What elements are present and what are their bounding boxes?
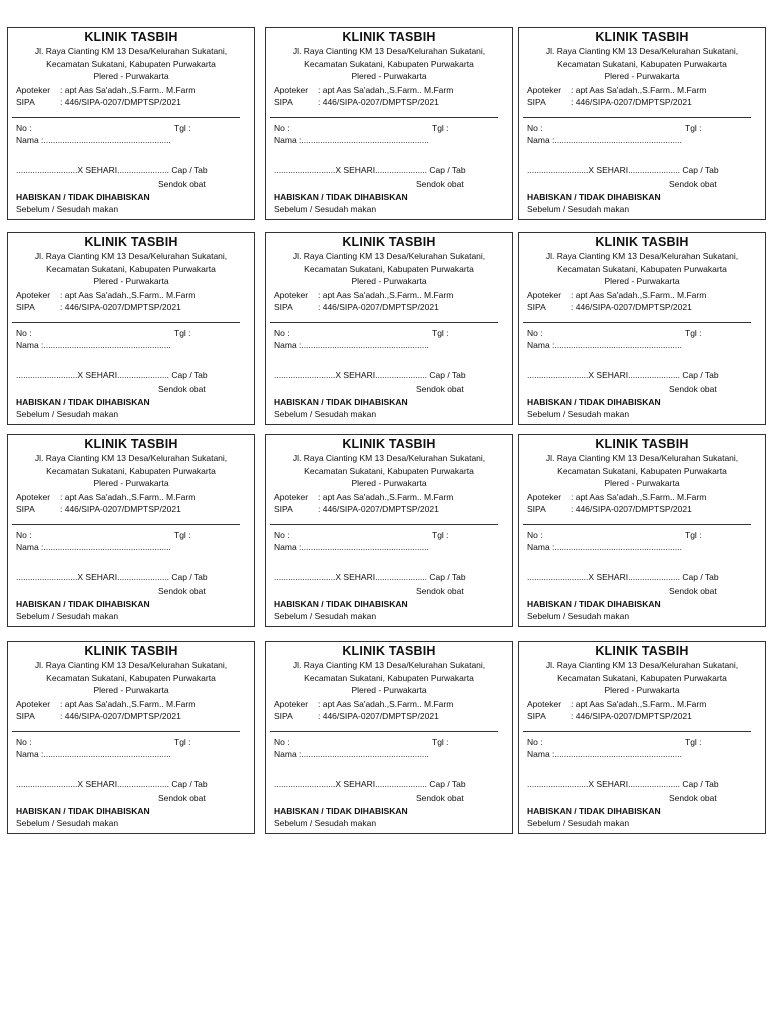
medicine-label: [265, 641, 513, 834]
apoteker-value: : apt Aas Sa'adah.,S.Farm.. M.Farm: [60, 492, 196, 502]
habiskan-text: HABISKAN / TIDAK DIHABISKAN: [527, 806, 661, 816]
makan-text: Sebelum / Sesudah makan: [274, 611, 377, 621]
clinic-name: KLINIK TASBIH: [84, 30, 178, 44]
divider: [12, 117, 240, 118]
sipa-value: : 446/SIPA-0207/DMPTSP/2021: [318, 97, 439, 107]
nama-field: Nama :......................................................: [274, 749, 429, 759]
no-field: No :: [274, 530, 290, 540]
nama-field: Nama :......................................................: [527, 542, 682, 552]
sipa-label: SIPA: [16, 504, 35, 514]
clinic-address: [8, 452, 254, 490]
address-line-1: Jl. Raya Cianting KM 13 Desa/Kelurahan Sukatani,: [545, 453, 739, 463]
clinic-name: KLINIK TASBIH: [342, 437, 436, 451]
address-line-2: Kecamatan Sukatani, Kabupaten Purwakarta: [304, 263, 474, 274]
sendok-obat: Sendok obat: [416, 586, 464, 596]
apoteker-row: [274, 698, 453, 710]
sipa-value: : 446/SIPA-0207/DMPTSP/2021: [571, 97, 692, 107]
apoteker-row: [527, 84, 706, 96]
dosage-line: ..........................X SEHARI...................... Cap / Tab: [274, 779, 466, 789]
medicine-label: [7, 641, 255, 834]
clinic-name: KLINIK TASBIH: [342, 235, 436, 249]
address-line-2: Kecamatan Sukatani, Kabupaten Purwakarta: [46, 58, 216, 69]
sipa-row: [274, 301, 439, 313]
apoteker-value: : apt Aas Sa'adah.,S.Farm.. M.Farm: [571, 290, 707, 300]
apoteker-label: Apoteker: [274, 290, 309, 300]
habiskan-text: HABISKAN / TIDAK DIHABISKAN: [16, 397, 150, 407]
clinic-name: KLINIK TASBIH: [595, 30, 689, 44]
apoteker-row: [274, 491, 453, 503]
sipa-row: [16, 503, 181, 515]
clinic-address: [266, 250, 512, 288]
sendok-obat: Sendok obat: [416, 384, 464, 394]
address-line-3: Plered - Purwakarta: [604, 276, 680, 286]
sendok-obat: Sendok obat: [158, 793, 206, 803]
sipa-label: SIPA: [16, 97, 35, 107]
apoteker-row: [16, 289, 195, 301]
address-line-1: Jl. Raya Cianting KM 13 Desa/Kelurahan Sukatani,: [545, 251, 739, 261]
divider: [523, 322, 751, 323]
divider: [270, 322, 498, 323]
address-line-2: Kecamatan Sukatani, Kabupaten Purwakarta: [557, 465, 727, 476]
address-line-3: Plered - Purwakarta: [351, 276, 427, 286]
sendok-obat: Sendok obat: [416, 793, 464, 803]
apoteker-value: : apt Aas Sa'adah.,S.Farm.. M.Farm: [60, 699, 196, 709]
sipa-value: : 446/SIPA-0207/DMPTSP/2021: [571, 711, 692, 721]
clinic-name: KLINIK TASBIH: [84, 437, 178, 451]
sendok-obat: Sendok obat: [669, 179, 717, 189]
tgl-field: Tgl :: [174, 737, 191, 747]
no-field: No :: [527, 328, 543, 338]
tgl-field: Tgl :: [685, 737, 702, 747]
divider: [270, 117, 498, 118]
divider: [523, 117, 751, 118]
sendok-obat: Sendok obat: [416, 179, 464, 189]
no-field: No :: [274, 737, 290, 747]
nama-field: Nama :......................................................: [16, 340, 171, 350]
clinic-name: KLINIK TASBIH: [342, 30, 436, 44]
dosage-line: ..........................X SEHARI...................... Cap / Tab: [527, 370, 719, 380]
medicine-label: [518, 27, 766, 220]
medicine-label: [518, 232, 766, 425]
apoteker-label: Apoteker: [274, 699, 309, 709]
address-line-2: Kecamatan Sukatani, Kabupaten Purwakarta: [557, 58, 727, 69]
address-line-1: Jl. Raya Cianting KM 13 Desa/Kelurahan Sukatani,: [292, 453, 486, 463]
apoteker-value: : apt Aas Sa'adah.,S.Farm.. M.Farm: [318, 492, 454, 502]
sipa-label: SIPA: [527, 711, 546, 721]
sipa-label: SIPA: [274, 504, 293, 514]
makan-text: Sebelum / Sesudah makan: [16, 818, 119, 828]
makan-text: Sebelum / Sesudah makan: [527, 611, 630, 621]
address-line-1: Jl. Raya Cianting KM 13 Desa/Kelurahan Sukatani,: [34, 251, 228, 261]
makan-text: Sebelum / Sesudah makan: [274, 204, 377, 214]
dosage-line: ..........................X SEHARI...................... Cap / Tab: [16, 779, 208, 789]
sendok-obat: Sendok obat: [158, 179, 206, 189]
address-line-3: Plered - Purwakarta: [351, 685, 427, 695]
tgl-field: Tgl :: [685, 328, 702, 338]
dosage-line: ..........................X SEHARI...................... Cap / Tab: [16, 165, 208, 175]
sendok-obat: Sendok obat: [669, 793, 717, 803]
tgl-field: Tgl :: [432, 328, 449, 338]
address-line-2: Kecamatan Sukatani, Kabupaten Purwakarta: [46, 672, 216, 683]
tgl-field: Tgl :: [174, 328, 191, 338]
tgl-field: Tgl :: [432, 530, 449, 540]
dosage-line: ..........................X SEHARI...................... Cap / Tab: [527, 165, 719, 175]
clinic-address: [8, 45, 254, 83]
medicine-label: [7, 27, 255, 220]
medicine-label: [265, 434, 513, 627]
clinic-address: [519, 250, 765, 288]
dosage-line: ..........................X SEHARI...................... Cap / Tab: [274, 370, 466, 380]
clinic-address: [266, 45, 512, 83]
nama-field: Nama :......................................................: [274, 135, 429, 145]
sipa-row: [527, 96, 692, 108]
sipa-value: : 446/SIPA-0207/DMPTSP/2021: [60, 302, 181, 312]
apoteker-label: Apoteker: [16, 85, 51, 95]
no-field: No :: [16, 737, 32, 747]
habiskan-text: HABISKAN / TIDAK DIHABISKAN: [16, 599, 150, 609]
nama-field: Nama :......................................................: [274, 340, 429, 350]
divider: [12, 731, 240, 732]
divider: [523, 524, 751, 525]
habiskan-text: HABISKAN / TIDAK DIHABISKAN: [274, 397, 408, 407]
divider: [12, 524, 240, 525]
address-line-1: Jl. Raya Cianting KM 13 Desa/Kelurahan Sukatani,: [34, 46, 228, 56]
sendok-obat: Sendok obat: [669, 586, 717, 596]
apoteker-label: Apoteker: [274, 492, 309, 502]
apoteker-label: Apoteker: [16, 492, 51, 502]
apoteker-row: [16, 491, 195, 503]
sipa-row: [16, 301, 181, 313]
clinic-name: KLINIK TASBIH: [342, 644, 436, 658]
sipa-value: : 446/SIPA-0207/DMPTSP/2021: [571, 504, 692, 514]
address-line-3: Plered - Purwakarta: [93, 71, 169, 81]
apoteker-value: : apt Aas Sa'adah.,S.Farm.. M.Farm: [571, 699, 707, 709]
apoteker-row: [274, 84, 453, 96]
no-field: No :: [527, 123, 543, 133]
clinic-address: [519, 45, 765, 83]
habiskan-text: HABISKAN / TIDAK DIHABISKAN: [16, 806, 150, 816]
habiskan-text: HABISKAN / TIDAK DIHABISKAN: [274, 806, 408, 816]
makan-text: Sebelum / Sesudah makan: [16, 409, 119, 419]
makan-text: Sebelum / Sesudah makan: [274, 409, 377, 419]
address-line-1: Jl. Raya Cianting KM 13 Desa/Kelurahan Sukatani,: [292, 660, 486, 670]
nama-field: Nama :......................................................: [527, 135, 682, 145]
habiskan-text: HABISKAN / TIDAK DIHABISKAN: [274, 192, 408, 202]
sipa-row: [527, 503, 692, 515]
sipa-label: SIPA: [527, 504, 546, 514]
sipa-value: : 446/SIPA-0207/DMPTSP/2021: [318, 504, 439, 514]
habiskan-text: HABISKAN / TIDAK DIHABISKAN: [16, 192, 150, 202]
apoteker-row: [527, 698, 706, 710]
nama-field: Nama :......................................................: [527, 749, 682, 759]
divider: [270, 524, 498, 525]
dosage-line: ..........................X SEHARI...................... Cap / Tab: [274, 572, 466, 582]
clinic-address: [266, 659, 512, 697]
sipa-row: [274, 96, 439, 108]
address-line-3: Plered - Purwakarta: [604, 685, 680, 695]
divider: [270, 731, 498, 732]
clinic-name: KLINIK TASBIH: [595, 235, 689, 249]
nama-field: Nama :......................................................: [16, 542, 171, 552]
apoteker-value: : apt Aas Sa'adah.,S.Farm.. M.Farm: [571, 492, 707, 502]
address-line-2: Kecamatan Sukatani, Kabupaten Purwakarta: [557, 263, 727, 274]
apoteker-row: [16, 84, 195, 96]
clinic-address: [8, 250, 254, 288]
apoteker-value: : apt Aas Sa'adah.,S.Farm.. M.Farm: [318, 85, 454, 95]
medicine-label: [7, 434, 255, 627]
sipa-row: [274, 503, 439, 515]
makan-text: Sebelum / Sesudah makan: [274, 818, 377, 828]
apoteker-label: Apoteker: [527, 492, 562, 502]
sipa-row: [16, 710, 181, 722]
tgl-field: Tgl :: [685, 123, 702, 133]
sipa-row: [16, 96, 181, 108]
nama-field: Nama :......................................................: [274, 542, 429, 552]
apoteker-label: Apoteker: [274, 85, 309, 95]
clinic-address: [8, 659, 254, 697]
sipa-row: [274, 710, 439, 722]
sipa-label: SIPA: [527, 97, 546, 107]
clinic-address: [519, 452, 765, 490]
address-line-3: Plered - Purwakarta: [604, 71, 680, 81]
sipa-label: SIPA: [16, 711, 35, 721]
sipa-row: [527, 301, 692, 313]
tgl-field: Tgl :: [174, 530, 191, 540]
sipa-label: SIPA: [274, 302, 293, 312]
makan-text: Sebelum / Sesudah makan: [527, 409, 630, 419]
nama-field: Nama :......................................................: [527, 340, 682, 350]
dosage-line: ..........................X SEHARI...................... Cap / Tab: [16, 370, 208, 380]
tgl-field: Tgl :: [432, 737, 449, 747]
divider: [12, 322, 240, 323]
address-line-3: Plered - Purwakarta: [93, 478, 169, 488]
no-field: No :: [274, 123, 290, 133]
no-field: No :: [527, 530, 543, 540]
sendok-obat: Sendok obat: [158, 384, 206, 394]
address-line-2: Kecamatan Sukatani, Kabupaten Purwakarta: [304, 58, 474, 69]
clinic-address: [266, 452, 512, 490]
apoteker-value: : apt Aas Sa'adah.,S.Farm.. M.Farm: [318, 699, 454, 709]
tgl-field: Tgl :: [174, 123, 191, 133]
sendok-obat: Sendok obat: [158, 586, 206, 596]
dosage-line: ..........................X SEHARI...................... Cap / Tab: [274, 165, 466, 175]
clinic-name: KLINIK TASBIH: [595, 437, 689, 451]
no-field: No :: [16, 530, 32, 540]
habiskan-text: HABISKAN / TIDAK DIHABISKAN: [274, 599, 408, 609]
medicine-label: [7, 232, 255, 425]
apoteker-value: : apt Aas Sa'adah.,S.Farm.. M.Farm: [318, 290, 454, 300]
address-line-2: Kecamatan Sukatani, Kabupaten Purwakarta: [304, 465, 474, 476]
clinic-name: KLINIK TASBIH: [595, 644, 689, 658]
tgl-field: Tgl :: [432, 123, 449, 133]
address-line-3: Plered - Purwakarta: [93, 685, 169, 695]
address-line-1: Jl. Raya Cianting KM 13 Desa/Kelurahan Sukatani,: [34, 660, 228, 670]
no-field: No :: [274, 328, 290, 338]
medicine-label: [518, 641, 766, 834]
apoteker-row: [527, 491, 706, 503]
apoteker-label: Apoteker: [16, 699, 51, 709]
no-field: No :: [16, 328, 32, 338]
address-line-2: Kecamatan Sukatani, Kabupaten Purwakarta: [46, 465, 216, 476]
nama-field: Nama :......................................................: [16, 135, 171, 145]
sipa-label: SIPA: [16, 302, 35, 312]
sipa-value: : 446/SIPA-0207/DMPTSP/2021: [318, 711, 439, 721]
apoteker-value: : apt Aas Sa'adah.,S.Farm.. M.Farm: [60, 85, 196, 95]
apoteker-row: [16, 698, 195, 710]
clinic-name: KLINIK TASBIH: [84, 235, 178, 249]
apoteker-label: Apoteker: [527, 85, 562, 95]
address-line-3: Plered - Purwakarta: [351, 478, 427, 488]
divider: [523, 731, 751, 732]
apoteker-label: Apoteker: [16, 290, 51, 300]
address-line-1: Jl. Raya Cianting KM 13 Desa/Kelurahan Sukatani,: [292, 251, 486, 261]
clinic-address: [519, 659, 765, 697]
no-field: No :: [527, 737, 543, 747]
address-line-3: Plered - Purwakarta: [93, 276, 169, 286]
address-line-3: Plered - Purwakarta: [351, 71, 427, 81]
dosage-line: ..........................X SEHARI...................... Cap / Tab: [527, 779, 719, 789]
nama-field: Nama :......................................................: [16, 749, 171, 759]
medicine-label: [265, 232, 513, 425]
medicine-label: [518, 434, 766, 627]
apoteker-label: Apoteker: [527, 699, 562, 709]
clinic-name: KLINIK TASBIH: [84, 644, 178, 658]
makan-text: Sebelum / Sesudah makan: [16, 204, 119, 214]
dosage-line: ..........................X SEHARI...................... Cap / Tab: [16, 572, 208, 582]
address-line-1: Jl. Raya Cianting KM 13 Desa/Kelurahan Sukatani,: [545, 660, 739, 670]
address-line-3: Plered - Purwakarta: [604, 478, 680, 488]
apoteker-value: : apt Aas Sa'adah.,S.Farm.. M.Farm: [571, 85, 707, 95]
no-field: No :: [16, 123, 32, 133]
sipa-row: [527, 710, 692, 722]
apoteker-row: [527, 289, 706, 301]
medicine-label: [265, 27, 513, 220]
habiskan-text: HABISKAN / TIDAK DIHABISKAN: [527, 192, 661, 202]
sipa-value: : 446/SIPA-0207/DMPTSP/2021: [318, 302, 439, 312]
address-line-1: Jl. Raya Cianting KM 13 Desa/Kelurahan Sukatani,: [545, 46, 739, 56]
tgl-field: Tgl :: [685, 530, 702, 540]
address-line-2: Kecamatan Sukatani, Kabupaten Purwakarta: [557, 672, 727, 683]
address-line-2: Kecamatan Sukatani, Kabupaten Purwakarta: [46, 263, 216, 274]
address-line-1: Jl. Raya Cianting KM 13 Desa/Kelurahan Sukatani,: [34, 453, 228, 463]
makan-text: Sebelum / Sesudah makan: [527, 204, 630, 214]
sipa-value: : 446/SIPA-0207/DMPTSP/2021: [571, 302, 692, 312]
sendok-obat: Sendok obat: [669, 384, 717, 394]
sipa-value: : 446/SIPA-0207/DMPTSP/2021: [60, 711, 181, 721]
makan-text: Sebelum / Sesudah makan: [527, 818, 630, 828]
habiskan-text: HABISKAN / TIDAK DIHABISKAN: [527, 397, 661, 407]
sipa-value: : 446/SIPA-0207/DMPTSP/2021: [60, 504, 181, 514]
sipa-label: SIPA: [527, 302, 546, 312]
apoteker-value: : apt Aas Sa'adah.,S.Farm.. M.Farm: [60, 290, 196, 300]
dosage-line: ..........................X SEHARI...................... Cap / Tab: [527, 572, 719, 582]
apoteker-row: [274, 289, 453, 301]
address-line-2: Kecamatan Sukatani, Kabupaten Purwakarta: [304, 672, 474, 683]
makan-text: Sebelum / Sesudah makan: [16, 611, 119, 621]
address-line-1: Jl. Raya Cianting KM 13 Desa/Kelurahan Sukatani,: [292, 46, 486, 56]
sipa-value: : 446/SIPA-0207/DMPTSP/2021: [60, 97, 181, 107]
habiskan-text: HABISKAN / TIDAK DIHABISKAN: [527, 599, 661, 609]
apoteker-label: Apoteker: [527, 290, 562, 300]
sipa-label: SIPA: [274, 711, 293, 721]
sipa-label: SIPA: [274, 97, 293, 107]
